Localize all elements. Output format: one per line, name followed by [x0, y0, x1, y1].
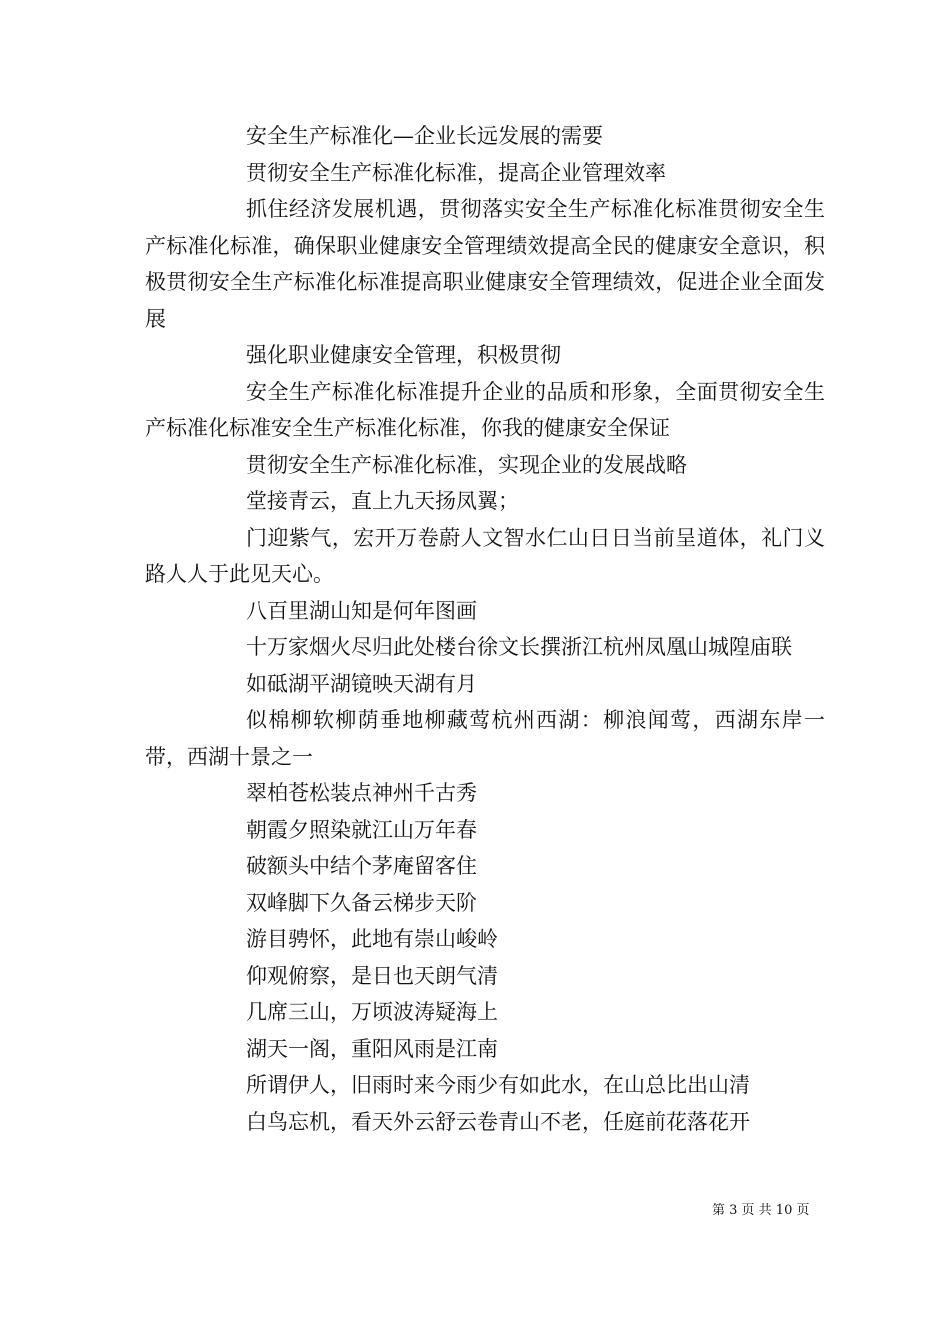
paragraph: 翠柏苍松装点神州千古秀 [246, 781, 477, 805]
paragraph: 朝霞夕照染就江山万年春 [246, 817, 477, 842]
paragraph: 强化职业健康安全管理，积极贯彻 [246, 343, 561, 367]
paragraph: 门迎紫气，宏开万卷蔚人文智水仁山日日当前呈道体，礼门义路人人于此见天心。 [145, 525, 825, 586]
page-number-footer: 第 3 页 共 10 页 [712, 1203, 810, 1218]
paragraph: 安全生产标准化标准提升企业的品质和形象，全面贯彻安全生产标准化标准安全生产标准化标准，你我的健康安全保证 [145, 379, 825, 440]
document-body [145, 118, 825, 1140]
paragraph: 几席三山，万顷波涛疑海上 [246, 1000, 498, 1024]
paragraph: 堂接青云，直上九天扬凤翼； [246, 489, 519, 513]
paragraph: 双峰脚下久备云梯步天阶 [246, 890, 477, 915]
paragraph: 十万家烟火尽归此处楼台徐文长撰浙江杭州凤凰山城隍庙联 [246, 635, 792, 659]
paragraph: 抓住经济发展机遇，贯彻落实安全生产标准化标准贯彻安全生产标准化标准，确保职业健康安全管理绩效提高全民的健康安全意识，积极贯彻安全生产标准化标准提高职业健康安全管理绩效，促进企业全面发展 [145, 197, 825, 331]
paragraph: 安全生产标准化—企业长远发展的需要 [246, 124, 603, 148]
paragraph: 白鸟忘机，看天外云舒云卷青山不老，任庭前花落花开 [246, 1109, 750, 1134]
paragraph: 破额头中结个茅庵留客住 [246, 854, 477, 878]
paragraph: 贯彻安全生产标准化标准，实现企业的发展战略 [246, 452, 687, 477]
paragraph: 所谓伊人，旧雨时来今雨少有如此水，在山总比出山清 [246, 1073, 750, 1097]
paragraph: 湖天一阁，重阳风雨是江南 [246, 1036, 498, 1061]
paragraph: 似棉柳软柳荫垂地柳藏莺杭州西湖：柳浪闻莺，西湖东岸一带，西湖十景之一 [145, 708, 825, 769]
paragraph: 如砥湖平湖镜映天湖有月 [246, 671, 477, 696]
paragraph: 八百里湖山知是何年图画 [246, 598, 477, 623]
paragraph: 贯彻安全生产标准化标准，提高企业管理效率 [246, 160, 666, 185]
paragraph: 游目骋怀，此地有崇山峻岭 [246, 927, 498, 951]
paragraph: 仰观俯察，是日也天朗气清 [246, 963, 498, 988]
